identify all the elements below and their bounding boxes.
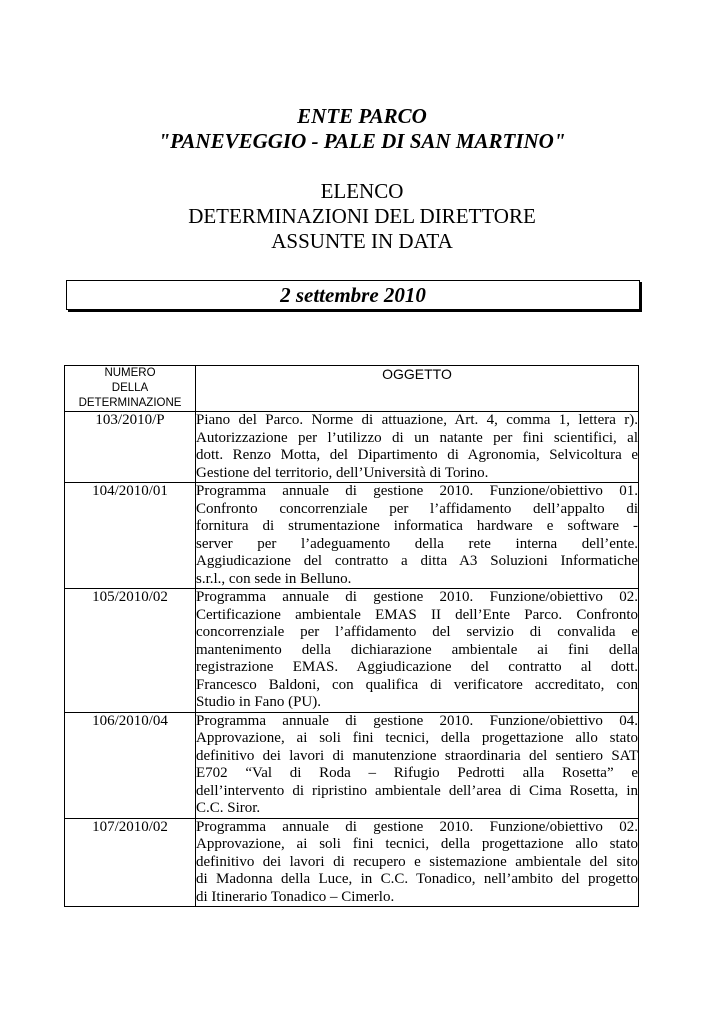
subject-line: Programma annuale di gestione 2010. Funzione/obiettivo 02. (196, 818, 638, 835)
subject-line: server per l’adeguamento della rete interna dell’ente. (196, 535, 638, 552)
determination-number: 106/2010/04 (65, 712, 196, 818)
subject-line: Programma annuale di gestione 2010. Funzione/obiettivo 01. (196, 483, 638, 499)
determination-subject (196, 412, 639, 483)
document-heading-line2: DETERMINAZIONI DEL DIRETTORE (188, 204, 536, 228)
determination-number: 103/2010/P (65, 412, 196, 483)
document-heading-line1: ELENCO (320, 179, 404, 203)
header-numero-line3: DETERMINAZIONE (78, 397, 182, 409)
organization-title (0, 104, 724, 154)
subject-line: Programma annuale di gestione 2010. Funzione/obiettivo 04. (196, 712, 638, 729)
subject-line: concorrenziale per l’affidamento del servizio di convalida e (196, 624, 638, 640)
table-row (65, 412, 639, 483)
subject-line: dott. Renzo Motta, del Dipartimento di Agronomia, Selvicoltura e (196, 447, 638, 463)
subject-line: Certificazione ambientale EMAS II dell’Ente Parco. Confronto (196, 606, 638, 623)
subject-line: definitivo dei lavori di recupero e sistemazione ambientale del sito (196, 853, 638, 870)
document-heading-line3: ASSUNTE IN DATA (271, 229, 453, 253)
subject-line: dell’intervento di ripristino ambientale dell’area di Cima Rosetta, in (196, 782, 638, 799)
organization-title-line1: ENTE PARCO (297, 104, 427, 128)
subject-line: Programma annuale di gestione 2010. Funzione/obiettivo 02. (196, 589, 638, 605)
header-oggetto: OGGETTO (196, 366, 639, 412)
subject-line: registrazione EMAS. Aggiudicazione del contratto al dott. (196, 659, 638, 675)
organization-title-line2: "PANEVEGGIO - PALE DI SAN MARTINO" (158, 129, 566, 153)
subject-line: C.C. Siror. (196, 800, 261, 816)
subject-line: s.r.l., con sede in Belluno. (196, 570, 352, 587)
subject-line: fornitura di strumentazione informatica hardware e software - (196, 518, 638, 534)
determination-number: 104/2010/01 (65, 483, 196, 589)
determination-number: 107/2010/02 (65, 818, 196, 907)
subject-line: Autorizzazione per l’utilizzo di un natante per fini scientifici, al (196, 429, 638, 446)
table-row (65, 818, 639, 907)
subject-line: Francesco Baldoni, con qualifica di verificatore accreditato, con (196, 676, 638, 693)
determination-subject (196, 818, 639, 907)
header-numero-line1: NUMERO (104, 367, 156, 379)
subject-line: Approvazione, ai soli fini tecnici, della progettazione allo stato (196, 836, 638, 852)
subject-line: Confronto concorrenziale per l’affidamento dell’appalto di (196, 500, 638, 517)
subject-line: mantenimento della dichiarazione ambientale ai fini della (196, 641, 638, 658)
subject-line: Aggiudicazione del contratto a ditta A3 Soluzioni Informatiche (196, 553, 638, 569)
subject-line: E702 “Val di Roda – Rifugio Pedrotti alla Rosetta” e (196, 765, 638, 781)
subject-line: Approvazione, ai soli fini tecnici, della progettazione allo stato (196, 730, 638, 746)
subject-line: Studio in Fano (PU). (196, 694, 322, 710)
header-numero-line2: DELLA (111, 382, 149, 394)
subject-line: definitivo dei lavori di manutenzione straordinaria del sentiero SAT (196, 747, 638, 764)
subject-line: Gestione del territorio, dell’Università di Torino. (196, 464, 489, 481)
table-header-row (65, 366, 639, 412)
document-heading (0, 179, 724, 254)
determination-number: 105/2010/02 (65, 589, 196, 713)
subject-line: di Madonna della Luce, in C.C. Tonadico, nell’ambito del progetto (196, 871, 638, 887)
table-row (65, 589, 639, 713)
determinations-table (64, 365, 639, 907)
date-text: 2 settembre 2010 (280, 283, 426, 307)
date-box (66, 280, 640, 310)
header-numero (65, 366, 196, 412)
table-row (65, 712, 639, 818)
determination-subject (196, 483, 639, 589)
table-row (65, 483, 639, 589)
subject-line: di Itinerario Tonadico – Cimerlo. (196, 888, 395, 905)
determination-subject (196, 589, 639, 713)
determination-subject (196, 712, 639, 818)
subject-line: Piano del Parco. Norme di attuazione, Art. 4, comma 1, lettera r). (196, 412, 638, 428)
